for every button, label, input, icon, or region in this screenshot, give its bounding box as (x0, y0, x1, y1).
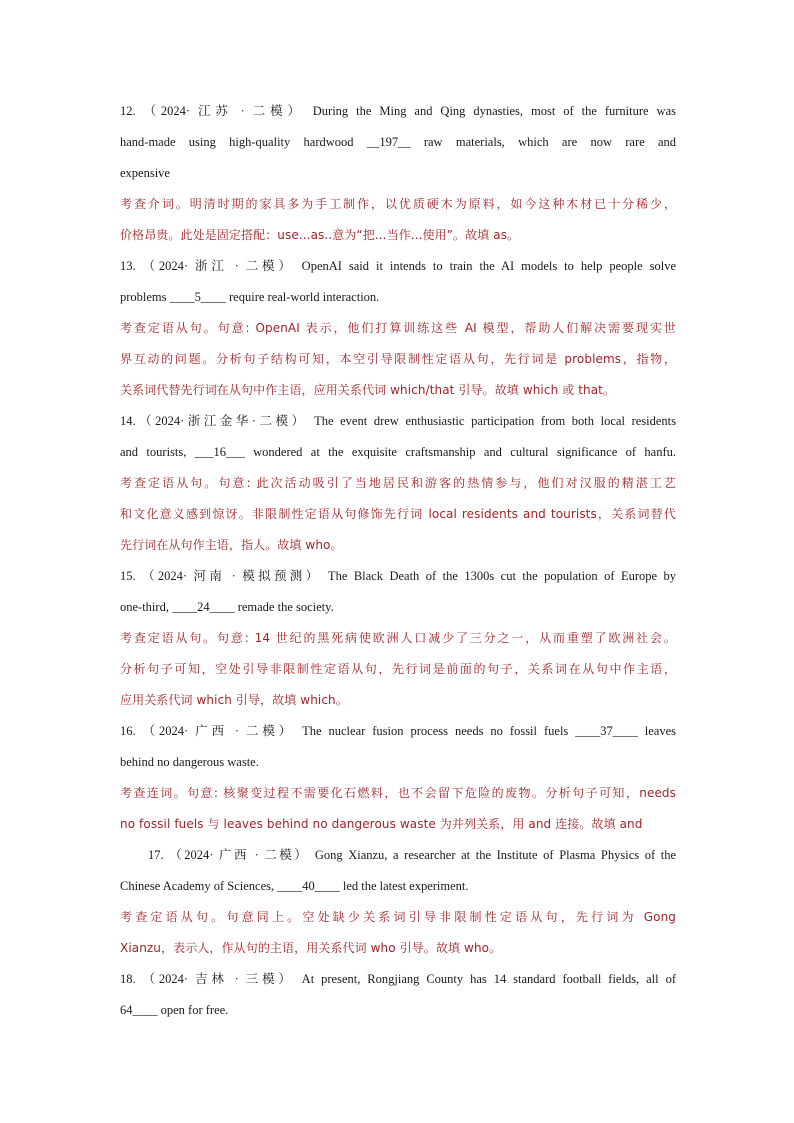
question-text-line: and tourists, ___16___ wondered at the exquisite craftsmanship and cultural significance of hanfu. (120, 445, 676, 459)
answer-explanation-line: Xianzu，表示人，作从句的主语，用关系代词 who 引导。故填 who。 (120, 941, 502, 955)
question-text-line: 13. （2024· 浙江 · 二模） OpenAI said it intends to train the AI models to help people solve (120, 259, 676, 273)
answer-explanation-line: 分析句子可知，空处引导非限制性定语从句，先行词是前面的句子，关系词在从句中作主语， (120, 662, 676, 676)
answer-explanation-line: 关系词代替先行词在从句中作主语，应用关系代词 which/that 引导。故填 which 或 that。 (120, 383, 616, 397)
question-text-line: problems ____5____ require real-world interaction. (120, 290, 380, 304)
answer-explanation-line: no fossil fuels 与 leaves behind no dangerous waste 为并列关系，用 and 连接。故填 and (120, 817, 643, 831)
question-text-line: expensive (120, 166, 170, 180)
question-text-line: 64____ open for free. (120, 1003, 229, 1017)
question-text-line: 17. （2024· 广西 · 二模） Gong Xianzu, a researcher at the Institute of Plasma Physics of the (148, 848, 676, 862)
question-text-line: 14.（2024·浙江金华·二模） The event drew enthusiastic participation from both local residents (120, 414, 676, 428)
answer-explanation-line: 应用关系代词 which 引导，故填 which。 (120, 693, 348, 707)
question-text-line: Chinese Academy of Sciences, ____40____ led the latest experiment. (120, 879, 469, 893)
answer-explanation-line: 考查定语从句。句意同上。空处缺少关系词引导非限制性定语从句，先行词为 Gong (120, 910, 676, 924)
answer-explanation-line: 考查定语从句。句意: OpenAI 表示，他们打算训练这些 AI 模型，帮助人们解决需要现实世 (120, 321, 676, 335)
question-text-line: 16. （2024· 广西 · 二模） The nuclear fusion process needs no fossil fuels ____37____ leaves (120, 724, 676, 738)
question-text-line: 15. （2024· 河南 · 模拟预测） The Black Death of the 1300s cut the population of Europe by (120, 569, 676, 583)
answer-explanation-line: 价格昂贵。此处是固定搭配：use...as..意为“把...当作...使用”。故填 as。 (120, 228, 520, 242)
document-page (120, 96, 676, 1026)
answer-explanation-line: 先行词在从句作主语，指人。故填 who。 (120, 538, 343, 552)
question-text-line: 18. （2024· 吉林 · 三模） At present, Rongjiang County has 14 standard football fields, all of (120, 972, 676, 986)
question-text-line: one-third, ____24____ remade the society. (120, 600, 334, 614)
answer-explanation-line: 考查定语从句。句意: 此次活动吸引了当地居民和游客的热情参与，他们对汉服的精湛工艺 (120, 476, 676, 490)
question-text-line: 12. （2024· 江苏 · 二模） During the Ming and Qing dynasties, most of the furniture was (120, 104, 676, 118)
answer-explanation-line: 考查定语从句。句意: 14 世纪的黑死病使欧洲人口减少了三分之一，从而重塑了欧洲社会。 (120, 631, 676, 645)
question-text-line: hand-made using high-quality hardwood __197__ raw materials, which are now rare and (120, 135, 676, 149)
question-text-line: behind no dangerous waste. (120, 755, 259, 769)
answer-explanation-line: 考查连词。句意: 核聚变过程不需要化石燃料，也不会留下危险的废物。分析句子可知，needs (120, 786, 676, 800)
answer-explanation-line: 和文化意义感到惊讶。非限制性定语从句修饰先行词 local residents and tourists，关系词替代 (120, 507, 676, 521)
answer-explanation-line: 界互动的问题。分析句子结构可知，本空引导限制性定语从句，先行词是 problems，指物， (120, 352, 676, 366)
answer-explanation-line: 考查介词。明清时期的家具多为手工制作，以优质硬木为原料，如今这种木材已十分稀少， (120, 197, 676, 211)
